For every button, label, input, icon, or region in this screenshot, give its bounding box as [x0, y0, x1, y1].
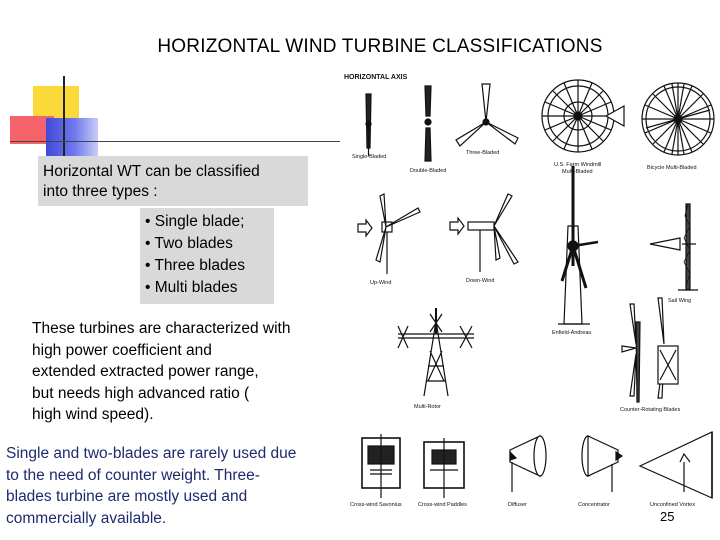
- label-bicycle: Bicycle Multi-Bladed: [647, 165, 697, 171]
- paragraph-line: to the need of counter weight. Three-: [6, 466, 260, 484]
- page-number: 25: [660, 509, 675, 524]
- diffuser-turbine-icon: [510, 436, 546, 492]
- paragraph-line: but needs high advanced ratio (: [32, 384, 250, 402]
- intro-box: [38, 156, 308, 206]
- types-list: [140, 208, 274, 304]
- label-vortex: Unconfined Vortex: [650, 502, 695, 508]
- bicycle-multi-bladed-icon: [642, 83, 714, 155]
- label-multi-bladed: Multi-Bladed: [562, 169, 593, 175]
- label-counter-rotating: Counter-Rotating Blades: [620, 407, 681, 413]
- intro-line: into three types :: [43, 183, 158, 200]
- single-bladed-turbine-icon: [366, 94, 371, 156]
- bullet-glyph: •: [145, 279, 151, 296]
- paragraph-line: Single and two-blades are rarely used due: [6, 445, 297, 462]
- up-wind-turbine-icon: [358, 194, 420, 274]
- label-us-farm: U.S. Farm Windmill: [554, 162, 602, 168]
- decor-vertical-line: [63, 76, 65, 158]
- label-enfield: Enfield-Andreau: [552, 330, 592, 336]
- paragraph-line: blades turbine are mostly used and: [6, 488, 248, 505]
- paragraph-line: high power coefficient and: [32, 341, 212, 359]
- bullet-glyph: •: [145, 235, 151, 252]
- bullet-glyph: •: [145, 213, 151, 230]
- paragraph-line: extended extracted power range,: [32, 363, 259, 380]
- counter-rotating-blades-icon: [622, 298, 678, 402]
- turbine-types-figure: [340, 66, 718, 528]
- savonius-turbine-icon: [362, 434, 400, 498]
- label-concentrator: Concentrator: [578, 502, 610, 508]
- label-multi-rotor: Multi-Rotor: [414, 404, 441, 410]
- decor-horizontal-line: [10, 141, 340, 142]
- paragraph-line: These turbines are characterized with: [32, 320, 291, 337]
- enfield-andreau-turbine-icon: [558, 166, 598, 324]
- three-bladed-turbine-icon: [456, 84, 518, 146]
- figure-header: HORIZONTAL AXIS: [344, 74, 408, 81]
- bullet-text: Multi blades: [154, 279, 238, 296]
- usage-paragraph: [6, 443, 336, 529]
- label-paddles: Cross-wind Paddles: [418, 502, 467, 508]
- characteristics-paragraph: [32, 318, 342, 426]
- label-down-wind: Down-Wind: [466, 278, 495, 284]
- label-three-bladed: Three-Bladed: [466, 150, 500, 156]
- paragraph-line: high wind speed).: [32, 406, 154, 423]
- multi-rotor-turbine-icon: [398, 308, 474, 396]
- concentrator-turbine-icon: [582, 436, 622, 492]
- bullet-item: [145, 233, 274, 255]
- down-wind-turbine-icon: [450, 194, 518, 272]
- label-up-wind: Up-Wind: [370, 280, 392, 286]
- farm-windmill-icon: [542, 80, 624, 152]
- bullet-text: Two blades: [154, 235, 233, 252]
- bullet-item: [145, 255, 274, 277]
- paragraph-line: commercially available.: [6, 509, 167, 527]
- unconfined-vortex-icon: [640, 432, 712, 498]
- bullet-text: Three blades: [154, 257, 245, 274]
- bullet-item: [145, 211, 274, 233]
- sail-wing-turbine-icon: [650, 204, 698, 290]
- label-sail-wing: Sail Wing: [668, 298, 692, 304]
- intro-line: Horizontal WT can be classified: [43, 163, 260, 180]
- decor-blue-square: [46, 118, 98, 158]
- slide-title: HORIZONTAL WIND TURBINE CLASSIFICATIONS: [157, 36, 603, 57]
- label-double-bladed: Double-Bladed: [410, 168, 447, 174]
- bullet-item: [145, 277, 274, 299]
- paddles-turbine-icon: [424, 438, 464, 498]
- label-single-bladed: Single-Bladed: [352, 154, 387, 160]
- label-diffuser: Diffuser: [508, 502, 527, 508]
- bullet-text: Single blade;: [154, 213, 245, 230]
- label-savonius: Cross-wind Savonius: [350, 502, 402, 508]
- bullet-glyph: •: [145, 257, 151, 274]
- double-bladed-turbine-icon: [425, 86, 431, 161]
